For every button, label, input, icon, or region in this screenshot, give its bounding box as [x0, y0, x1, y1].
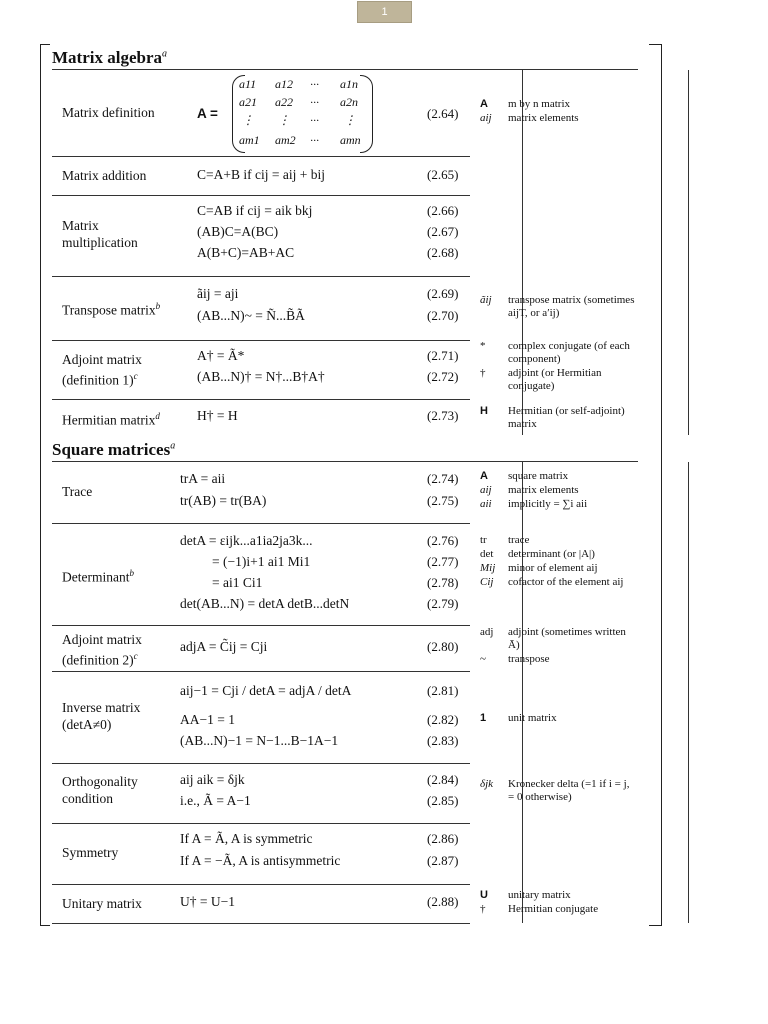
equation: (AB...N)~ = Ñ...B̃Ã — [197, 308, 305, 323]
equation: i.e., Ã = A−1 — [180, 793, 251, 808]
row-label — [62, 351, 182, 389]
equation-number: (2.72) — [427, 369, 459, 384]
equation-number: (2.76) — [427, 533, 459, 548]
equation-number: (2.87) — [427, 853, 459, 868]
note-item — [480, 576, 638, 589]
row-label: Matrix addition — [62, 168, 147, 183]
row-label: Trace — [62, 484, 93, 499]
equation: A† = Ã* — [197, 348, 245, 363]
note-item — [480, 98, 638, 111]
note-desc: Kronecker delta (=1 if i = j, = 0 otherwise) — [508, 778, 630, 803]
note-symbol: A — [480, 98, 488, 110]
note-item — [480, 294, 638, 320]
table-row — [52, 70, 470, 157]
equation: ãij = aji — [197, 286, 239, 301]
row-label-sup: c — [133, 651, 138, 661]
equation: adjA = C̃ij = Cji — [180, 639, 268, 654]
note-item — [480, 653, 638, 666]
equation-number: (2.77) — [427, 554, 459, 569]
note-symbol: * — [480, 340, 486, 352]
matrix-right-paren — [360, 75, 373, 153]
notes-column — [480, 778, 638, 805]
row-label: Orthogonality condition — [62, 774, 138, 806]
equation-number: (2.65) — [427, 167, 459, 182]
table-row — [52, 625, 470, 672]
row-label-sup: b — [155, 301, 161, 311]
notes-column — [480, 889, 638, 917]
row-label: Inverse matrix (detA≠0) — [62, 700, 141, 732]
row-label — [62, 408, 160, 429]
equation: (AB)C=A(BC) — [197, 224, 279, 239]
equation-number: (2.64) — [427, 106, 459, 121]
note-item — [480, 112, 638, 125]
table-row — [52, 340, 470, 400]
matrix-cell: ··· — [310, 133, 319, 147]
note-item — [480, 889, 638, 902]
equation: (AB...N)−1 = N−1...B−1A−1 — [180, 733, 339, 748]
note-item — [480, 484, 638, 497]
table-row — [52, 462, 470, 524]
notes-column — [480, 712, 638, 726]
right-edge — [688, 462, 689, 923]
equation: = (−1)i+1 ai1 Mi1 — [212, 554, 311, 569]
table-row — [52, 276, 470, 341]
matrix-cell: a1n — [340, 77, 358, 91]
equation-number: (2.85) — [427, 793, 459, 808]
matrix-cell: a22 — [275, 95, 293, 109]
table-row — [52, 399, 470, 435]
note-item — [480, 903, 638, 916]
note-desc: adjoint (or Hermitian conjugate) — [508, 367, 602, 392]
note-symbol: ãij — [480, 294, 492, 306]
notes-column — [480, 534, 638, 590]
matrix-cell: ··· — [310, 95, 319, 109]
matrix-cell: ⋮ — [278, 113, 290, 127]
right-edge — [688, 70, 689, 435]
note-desc: trace — [508, 534, 530, 546]
equation: trA = aii — [180, 471, 226, 486]
matrix-cell: ··· — [310, 77, 319, 91]
table-row — [52, 823, 470, 885]
row-label-sup: b — [129, 568, 134, 578]
note-desc: unitary matrix — [508, 889, 571, 901]
row-label: Symmetry — [62, 845, 119, 860]
equation: C=A+B if cij = aij + bij — [197, 167, 325, 182]
note-desc: Hermitian (or self-adjoint) matrix — [508, 405, 625, 430]
notes-column — [480, 294, 638, 321]
section-title-sup: a — [170, 440, 176, 452]
note-symbol: Cij — [480, 576, 494, 588]
row-label-text: Transpose matrix — [62, 302, 156, 318]
note-item — [480, 470, 638, 483]
section-title-matrix-algebra — [52, 48, 167, 68]
note-item — [480, 498, 638, 511]
equation: A(B+C)=AB+AC — [197, 245, 295, 260]
note-desc: implicitly = ∑i aii — [508, 498, 588, 510]
right-bracket — [649, 44, 662, 926]
note-desc: unit matrix — [508, 712, 557, 724]
note-symbol: † — [480, 367, 486, 379]
matrix-cell: ⋮ — [344, 113, 356, 127]
note-item — [480, 712, 638, 725]
equation-number: (2.74) — [427, 471, 459, 486]
note-desc: Hermitian conjugate — [508, 903, 599, 915]
equation: A = — [197, 106, 218, 121]
note-symbol: 1 — [480, 712, 487, 724]
matrix-algebra-table — [52, 69, 638, 435]
equation-number: (2.86) — [427, 831, 459, 846]
row-label-sup: c — [133, 371, 138, 381]
equation: U† = U−1 — [180, 894, 235, 909]
note-item — [480, 562, 638, 575]
note-desc: cofactor of the element aij — [508, 576, 624, 588]
matrix-cell: a12 — [275, 77, 293, 91]
row-label: Unitary matrix — [62, 896, 142, 911]
note-symbol: aii — [480, 498, 492, 510]
equation-number: (2.80) — [427, 639, 459, 654]
note-symbol: H — [480, 405, 488, 417]
row-label — [62, 631, 172, 669]
table-row — [52, 884, 470, 924]
note-item — [480, 405, 638, 431]
row-label-text: Adjoint matrix (definition 1) — [62, 352, 142, 388]
note-desc: square matrix — [508, 470, 569, 482]
note-item — [480, 367, 638, 393]
note-symbol: δjk — [480, 778, 494, 790]
section-title-sup: a — [162, 48, 167, 60]
table-row — [52, 671, 470, 764]
equation-number: (2.68) — [427, 245, 459, 260]
table-row — [52, 156, 470, 196]
note-symbol: ~ — [480, 653, 486, 665]
matrix-display — [202, 75, 422, 151]
note-symbol: adj — [480, 626, 494, 638]
equation-number: (2.79) — [427, 596, 459, 611]
note-desc: adjoint (sometimes written Ā) — [508, 626, 626, 651]
matrix-cell: a11 — [239, 77, 257, 91]
equation: If A = −Ã, A is antisymmetric — [180, 853, 341, 868]
note-desc: m by n matrix — [508, 98, 571, 110]
equation-number: (2.66) — [427, 203, 459, 218]
note-symbol: U — [480, 889, 488, 901]
equation-number: (2.71) — [427, 348, 459, 363]
note-symbol: det — [480, 548, 494, 560]
equation-number: (2.73) — [427, 408, 459, 423]
equation: aij−1 = Cji / detA = adjA / detA — [180, 683, 352, 698]
equation: AA−1 = 1 — [180, 712, 235, 727]
row-label — [62, 565, 134, 586]
equation: C=AB if cij = aik bkj — [197, 203, 313, 218]
note-item — [480, 778, 638, 804]
equation: det(AB...N) = detA detB...detN — [180, 596, 350, 611]
notes-column — [480, 98, 638, 126]
section-title-square-matrices — [52, 440, 175, 460]
matrix-cell: a21 — [239, 95, 257, 109]
note-symbol: Mij — [480, 562, 496, 574]
note-desc: complex conjugate (of each component) — [508, 340, 630, 365]
row-label: Matrix multiplication — [62, 218, 138, 250]
table-row — [52, 763, 470, 824]
equation-number: (2.70) — [427, 308, 459, 323]
equation-number: (2.83) — [427, 733, 459, 748]
row-label-text: Determinant — [62, 569, 130, 585]
matrix-cell: am2 — [275, 133, 296, 147]
section-title-text: Square matrices — [52, 440, 171, 459]
equation: tr(AB) = tr(BA) — [180, 493, 267, 508]
note-desc: matrix elements — [508, 112, 579, 124]
square-matrices-table — [52, 461, 638, 923]
matrix-cell: ··· — [310, 113, 319, 127]
equation: detA = εijk...a1ia2ja3k... — [180, 533, 313, 548]
note-desc: transpose matrix (sometimes aijT, or a′ij) — [508, 294, 635, 319]
notes-column — [480, 340, 638, 394]
matrix-cell: ⋮ — [242, 113, 254, 127]
note-desc: determinant (or |A|) — [508, 548, 595, 560]
column-divider — [522, 462, 523, 923]
note-symbol: tr — [480, 534, 487, 546]
equation-number: (2.82) — [427, 712, 459, 727]
equation: H† = H — [197, 408, 238, 423]
equation-number: (2.81) — [427, 683, 459, 698]
equation: = ai1 Ci1 — [212, 575, 263, 590]
row-label-text: Adjoint matrix (definition 2) — [62, 632, 142, 668]
row-label: Matrix definition — [62, 105, 155, 120]
left-bracket — [40, 44, 50, 926]
matrix-cell: a2n — [340, 95, 358, 109]
row-label-text: Hermitian matrix — [62, 412, 156, 428]
equation: If A = Ã, A is symmetric — [180, 831, 313, 846]
equation-number: (2.75) — [427, 493, 459, 508]
table-row — [52, 195, 470, 277]
note-desc: minor of element aij — [508, 562, 598, 574]
notes-column — [480, 470, 638, 512]
section-title-text: Matrix algebra — [52, 48, 162, 67]
equation: aij aik = δjk — [180, 772, 245, 787]
note-symbol: A — [480, 470, 488, 482]
notes-column — [480, 626, 638, 667]
equation: (AB...N)† = N†...B†A† — [197, 369, 325, 384]
page-number-badge: 1 — [357, 1, 412, 23]
note-symbol: † — [480, 903, 486, 915]
matrix-cell: amn — [340, 133, 361, 147]
row-label — [62, 298, 160, 319]
notes-column — [480, 405, 638, 432]
equation-number: (2.88) — [427, 894, 459, 909]
note-item — [480, 534, 638, 547]
note-symbol: aij — [480, 484, 492, 496]
equation-number: (2.67) — [427, 224, 459, 239]
equation-number: (2.69) — [427, 286, 459, 301]
row-label-sup: d — [155, 411, 160, 421]
matrix-cell: am1 — [239, 133, 260, 147]
note-item — [480, 548, 638, 561]
equation-number: (2.78) — [427, 575, 459, 590]
note-desc: transpose — [508, 653, 550, 665]
note-symbol: aij — [480, 112, 492, 124]
note-item — [480, 626, 638, 652]
equation-number: (2.84) — [427, 772, 459, 787]
note-desc: matrix elements — [508, 484, 579, 496]
table-row — [52, 523, 470, 626]
note-item — [480, 340, 638, 366]
